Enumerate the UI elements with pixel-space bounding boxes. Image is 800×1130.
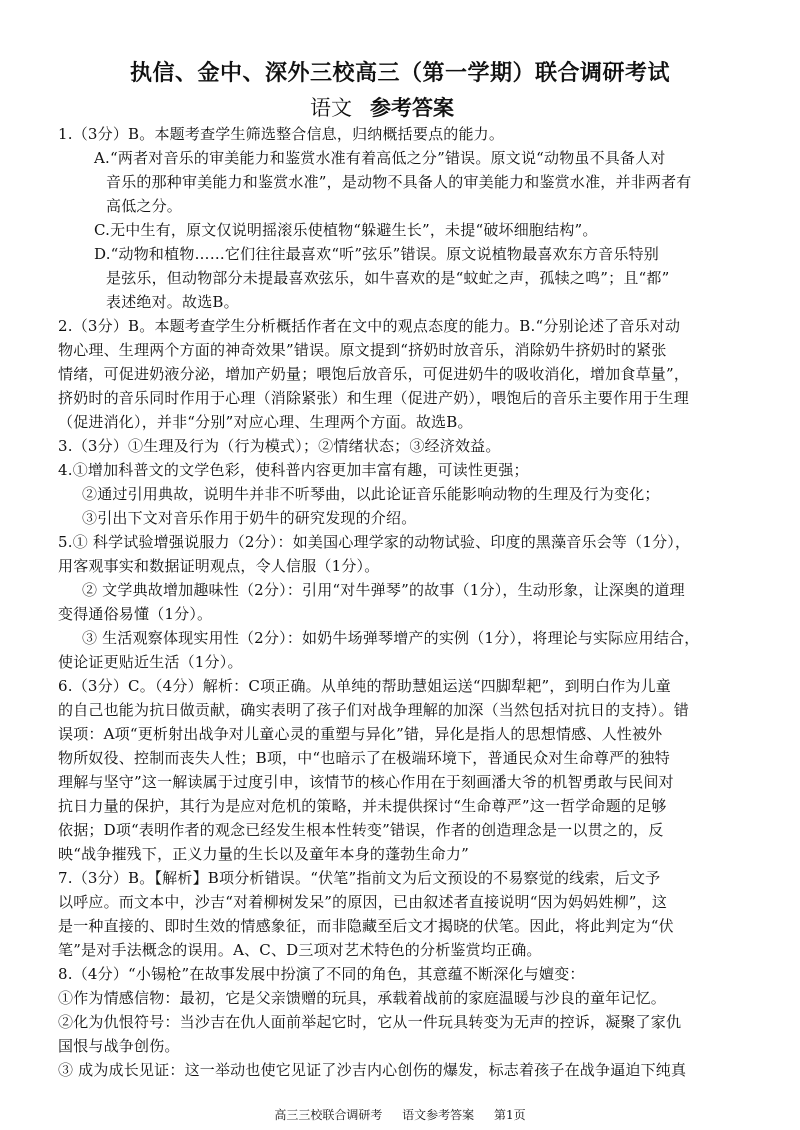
footer-page-number: 第1页	[494, 1108, 526, 1122]
answer-key-label: 参考答案	[370, 96, 454, 120]
answer-line: 物所奴役、控制而丧失人性；B项，中“也暗示了在极端环境下，普通民众对生命尊严的独特	[58, 749, 670, 767]
answer-line: 理解与坚守”这一解读属于过度引申，该情节的核心作用在于刻画潘大爷的机智勇敢与民间对	[58, 773, 674, 791]
answer-content	[58, 122, 748, 1082]
answer-line: A.“两者对音乐的审美能力和鉴赏水准有着高低之分”错误。原文说“动物虽不具备人对	[94, 149, 666, 167]
answer-line: 笔”是对手法概念的误用。A、C、D三项对艺术特色的分析鉴赏均正确。	[58, 941, 542, 959]
footer-doc: 语文参考答案	[402, 1108, 475, 1122]
answer-line: 是弦乐，但动物部分未提最喜欢弦乐，如牛喜欢的是“蚊虻之声，孤犊之鸣”；且“都”	[106, 269, 670, 287]
answer-line: ②化为仇恨符号：当沙吉在仇人面前举起它时，它从一件玩具转变为无声的控诉，凝聚了家仇	[58, 1013, 682, 1031]
answer-line: 音乐的那种审美能力和鉴赏水准”，是动物不具备人的审美能力和鉴赏水准，并非两者有	[106, 173, 692, 191]
answer-line: 7.（3分）B。【解析】B项分析错误。“伏笔”指前文为后文预设的不易察觉的线索，后文予	[58, 869, 661, 887]
footer-exam: 高三三校联合调研考	[274, 1108, 383, 1122]
answer-line: 挤奶时的音乐同时作用于心理（消除紧张）和生理（促进产奶），喂饱后的音乐主要作用于生理	[58, 389, 689, 407]
answer-line: 4.①增加科普文的文学色彩，使科普内容更加丰富有趣，可读性更强；	[58, 461, 529, 479]
page-footer	[0, 1106, 800, 1123]
answer-line: 以呼应。而文本中，沙吉“对着柳树发呆”的原因，已由叙述者直接说明“因为妈妈姓柳”，这	[58, 893, 668, 911]
answer-line: 依据；D项“表明作者的观念已经发生根本性转变”错误，作者的创造理念是一以贯之的，反	[58, 821, 664, 839]
answer-line: 6.（3分）C。（4分）解析：C项正确。从单纯的帮助慧姐运送“四脚犁耙”，到明白作为儿童	[58, 677, 671, 695]
document-subtitle	[310, 92, 454, 122]
answer-line: 5.① 科学试验增强说服力（2分）：如美国心理学家的动物试验、印度的黑藻音乐会等（1分），	[58, 533, 691, 551]
answer-line: C.无中生有，原文仅说明摇滚乐使植物“躲避生长”，未提“破坏细胞结构”。	[94, 221, 598, 239]
subject-label: 语文	[310, 96, 352, 120]
document-title: 执信、金中、深外三校高三（第一学期）联合调研考试	[129, 61, 670, 86]
answer-line: ②通过引用典故，说明牛并非不听琴曲，以此论证音乐能影响动物的生理及行为变化；	[82, 485, 660, 503]
answer-line: 8.（4分）“小锡枪”在故事发展中扮演了不同的角色，其意蕴不断深化与嬗变：	[58, 965, 585, 983]
answer-line: 3.（3分）①生理及行为（行为模式）；②情绪状态；③经济效益。	[58, 437, 501, 455]
answer-line: ③ 生活观察体现实用性（2分）：如奶牛场弹琴增产的实例（1分），将理论与实际应用结合，	[82, 629, 700, 647]
answer-line: ③引出下文对音乐作用于奶牛的研究发现的介绍。	[82, 509, 417, 527]
answer-line: 的自己也能为抗日做贡献，确实表明了孩子们对战争理解的加深（当然包括对抗日的支持）。错	[58, 701, 689, 719]
answer-line: 是一种直接的、即时生效的情感象征，而非隐藏至后文才揭晓的伏笔。因此，将此判定为“伏	[58, 917, 674, 935]
answer-line: 高低之分。	[106, 197, 183, 215]
answer-line: 物心理、生理两个方面的神奇效果”错误。原文提到“挤奶时放音乐，消除奶牛挤奶时的紧张	[58, 341, 667, 359]
answer-line: 国恨与战争创伤。	[58, 1037, 180, 1055]
answer-line: 映“战争摧残下，正义力量的生长以及童年本身的蓬勃生命力”	[58, 845, 469, 863]
answer-line: 用客观事实和数据证明观点，令人信服（1分）。	[58, 557, 380, 575]
answer-line: （促进消化），并非“分别”对应心理、生理两个方面。故选B。	[58, 413, 473, 431]
answer-line: D.“动物和植物……它们往往最喜欢“听”弦乐”错误。原文说植物最喜欢东方音乐特别	[94, 245, 659, 263]
answer-line: ② 文学典故增加趣味性（2分）：引用“对牛弹琴”的故事（1分），生动形象，让深奥的道理	[82, 581, 685, 599]
answer-line: ③ 成为成长见证：这一举动也使它见证了沙吉内心创伤的爆发，标志着孩子在战争逼迫下纯真	[58, 1061, 687, 1079]
answer-line: 误项：A项“更析射出战争对儿童心灵的重塑与异化”错，异化是指人的思想情感、人性被外	[58, 725, 663, 743]
answer-line: ①作为情感信物：最初，它是父亲馈赠的玩具，承载着战前的家庭温暖与沙良的童年记忆。	[58, 989, 667, 1007]
answer-line: 1.（3分）B。本题考查学生筛选整合信息，归纳概括要点的能力。	[58, 125, 505, 143]
answer-line: 情绪，可促进奶液分泌，增加产奶量；喂饱后放音乐，可促进奶牛的吸收消化，增加食草量”，	[58, 365, 690, 383]
answer-line: 变得通俗易懂（1分）。	[58, 605, 213, 623]
answer-line: 使论证更贴近生活（1分）。	[58, 653, 243, 671]
answer-line: 2.（3分）B。本题考查学生分析概括作者在文中的观点态度的能力。B.“分别论述了音乐对动	[58, 317, 681, 335]
answer-line: 抗日力量的保护，其行为是应对危机的策略，并未提供探讨“生命尊严”这一哲学命题的足够	[58, 797, 667, 815]
answer-line: 表述绝对。故选B。	[106, 293, 239, 311]
